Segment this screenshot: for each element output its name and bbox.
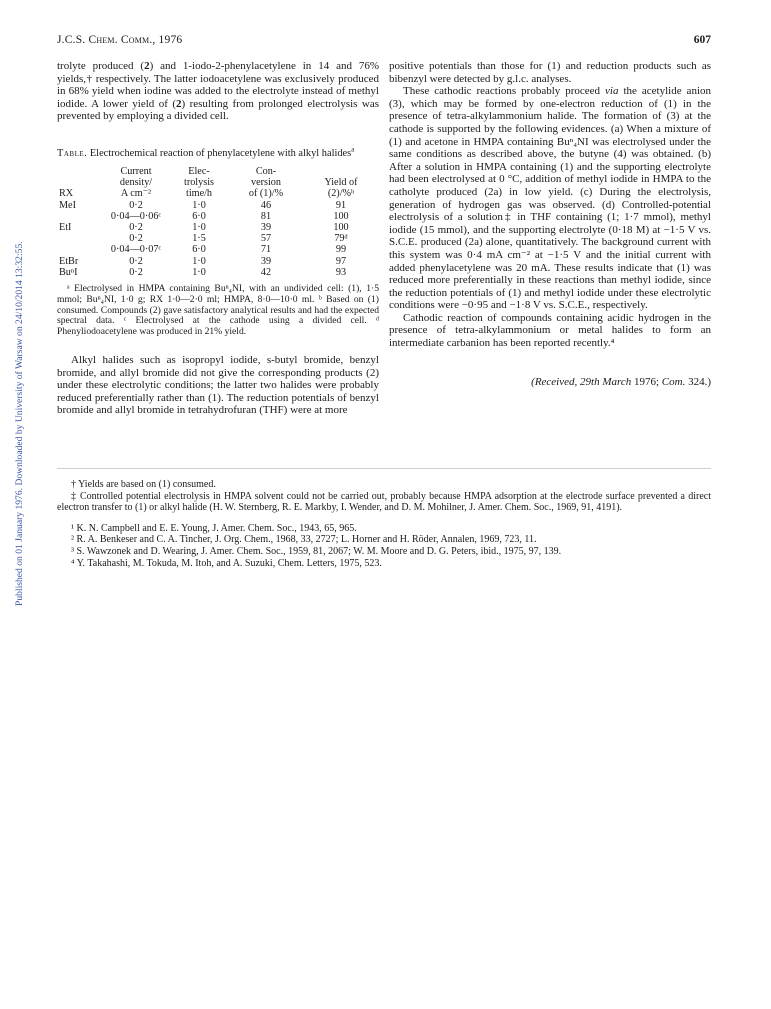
results-table [57,166,379,278]
cell-yield: 100 [333,210,349,222]
th-conv-3: of (1)/% [248,188,284,200]
th-yield-2: Yield of [324,177,358,189]
th-elec-2: trolysis [183,177,214,189]
page-number: 607 [693,34,711,46]
cell-rx: MeI [59,199,76,211]
table-header-row-2 [57,177,379,188]
cell-rx: EtI [59,221,72,233]
cell-current: 0·2 [129,266,143,278]
cell-yield: 99 [335,244,347,256]
th-conv-1: Con- [255,165,277,177]
p2-via: via [605,85,619,98]
cell-time: 1·0 [192,221,206,233]
table-row [57,200,379,211]
footnote-rule [57,468,711,469]
received-date [389,376,711,389]
th-current-3: A cm⁻² [120,188,152,200]
running-header [57,34,711,50]
footnote-ddagger: ‡ Controlled potential electrolysis in HMPA solvent could not be carried out, probably because HMPA adsorption at the electrode surface prevented a direct electron transfer to (1) or alkyl halide (H. W. Sternberg, R. E. Markby, I. Wender, and D. M. Mohilner, J. Amer. Chem. Soc., 1969, 91, 4191). [57,490,711,514]
cell-yield: 97 [335,255,347,267]
th-current-2: density/ [119,177,153,189]
cell-yield: 93 [335,266,347,278]
table-row [57,233,379,244]
cell-time: 1·0 [192,255,206,267]
journal-name [57,34,182,46]
received-c: Com. [661,375,686,388]
cell-conv: 57 [260,233,272,245]
th-rx-2 [57,177,103,188]
p1-text-e: ) resulting from prolonged electrolysis was prevented by employing a divided cell. [57,97,379,123]
table-row [57,222,379,233]
table-notes [57,284,379,338]
th-rx: RX [59,188,74,200]
cell-current: 0·04—0·06ᶜ [110,210,162,222]
left-column [57,60,379,417]
cell-time: 1·0 [192,266,206,278]
cell-rx [57,244,103,255]
received-b: 1976; [631,375,662,388]
cell-time: 1·5 [192,233,206,245]
footnotes [57,479,711,569]
cell-current: 0·04—0·07ᶜ [110,244,162,256]
cell-rx: BuⁿI [59,266,78,278]
footnote-dagger: † Yields are based on (1) consumed. [71,479,216,490]
reference-item: ¹ K. N. Campbell and E. E. Young, J. Amer. Chem. Soc., 1943, 65, 965. [71,522,357,534]
cell-conv: 39 [260,255,272,267]
table-row [57,211,379,222]
table-label: Table. [57,147,88,159]
cell-yield: 91 [335,199,347,211]
p1-text-a: trolyte produced ( [57,60,145,72]
left-paragraph-2: Alkyl halides such as isopropyl iodide, s-butyl bromide, benzyl bromide, and allyl bromide did not give the corresponding products (2) under these electrolytic conditions; the latter two halides were probably reduced preferentially rather than (1). The reduction potentials of benzyl bromide and allyl bromide in tetrahydrofuran (THF) were at more [57,353,379,417]
cell-time: 6·0 [192,244,206,256]
left-lower-text [57,354,379,417]
journal-year: , 1976 [152,34,183,46]
received-d: 324.) [685,375,711,388]
references [57,523,711,569]
th-yield-3: (2)/%ᵇ [327,188,355,200]
reference-item: ⁴ Y. Takahashi, M. Tokuda, M. Itoh, and A. Suzuki, Chem. Letters, 1975, 523. [71,557,382,569]
cell-conv: 71 [260,244,272,256]
table-caption-text: Electrochemical reaction of phenylacetylene with alkyl halides [87,147,352,159]
cell-conv: 46 [260,199,272,211]
cell-current: 0·2 [129,233,143,245]
journal-sc: Chem. Comm. [88,34,153,46]
table-header-row-3 [57,188,379,199]
right-column [389,60,711,388]
p1-compound-2b: 2 [176,97,182,110]
right-paragraph-2 [389,85,711,312]
cell-yield: 79ᵈ [334,233,348,245]
th-rx-1 [57,166,103,177]
cell-conv: 81 [260,210,272,222]
th-yield-1 [303,166,379,177]
reference-item: ² R. A. Benkeser and C. A. Tincher, J. Org. Chem., 1968, 33, 2727; L. Horner and H. Röder, Annalen, 1969, 723, 11. [71,534,537,546]
cell-time: 1·0 [192,199,206,211]
reference-item: ³ S. Wawzonek and D. Wearing, J. Amer. Chem. Soc., 1959, 81, 2067; W. M. Moore and D. G. Peters, ibid., 1975, 97, 139. [71,545,562,557]
journal-prefix: J.C.S. [57,34,89,46]
right-paragraph-1: positive potentials than those for (1) and reduction products such as bibenzyl were detected by g.l.c. analyses. [389,60,711,85]
cell-current: 0·2 [129,255,143,267]
cell-time: 6·0 [192,210,206,222]
cell-current: 0·2 [129,221,143,233]
th-elec-1: Elec- [188,165,210,177]
cell-rx [57,233,103,244]
table-row [57,267,379,278]
table-row [57,256,379,267]
cell-rx: EtBr [59,255,79,267]
th-conv-2: version [251,177,281,189]
cell-yield: 100 [333,221,349,233]
table-row [57,244,379,255]
cell-current: 0·2 [129,199,143,211]
p1-compound-2: 2 [144,60,150,72]
p2-text-b: the acetylide anion (3), which may be formed by one-electron reduction of (1) in the presence of tetra-alkylammonium halide. The formation of (3) at the cathode is supported by the following evidences. (a) When a mixture of (1) and acetone in HMPA containing Buⁿ₄NI was electrolysed under the same conditions as described above, the butyne (4) was obtained. (b) After a solution in HMPA containing (1) and the supporting electrolyte had been electrolysed at 0 °C, addition of methyl iodide in HMPA to the catholyte produced (2a) in low yield. (c) During the electrolysis, generation of hydrogen gas was observed. (d) Controlled-potential electrolysis of a solution‡ in THF containing (1; 1·7 mmol), methyl iodide (15 mmol), and the supporting electrolyte (0·18 M) at −1·5 V vs. S.C.E. produced (2a) alone, quantitatively. The background current with this system was 0·4 mA cm⁻² at −1·5 V and the initial current with added phenylacetylene was 20 mA. These results indicate that (1) was reduced more preferentially in these reactions than methyl iodide, since the reduction potentials of (1) and methyl iodide under these electrolytic conditions were −0·95 and −1·8 V vs. S.C.E., respectively. [389,85,711,312]
table-note: ᵃ Electrolysed in HMPA containing Buⁿ₄NI, with an undivided cell: (1), 1·5 mmol; Buⁿ₄NI, 1·0 g; RX 1·0—2·0 ml; HMPA, 8·0—10·0 ml. ᵇ Based on (1) consumed. Compounds (2) gave satisfactory analytical results and had the expected spectral data. ᶜ Electrolysed at the cathode using a divided cell. ᵈ Phenyliodoacetylene was produced in 21% yield. [57,283,379,338]
right-paragraph-3: Cathodic reaction of compounds containing acidic hydrogen in the presence of tetra-alkylammonium or metal halides to form an intermediate carbanion has been reported recently.⁴ [389,311,711,350]
table-caption [57,145,379,160]
received-a: (Received, 29th March [531,375,632,388]
cell-conv: 42 [260,266,272,278]
download-watermark [0,0,28,620]
table-caption-sup: a [351,145,355,154]
cell-conv: 39 [260,221,272,233]
p2-text-a: These cathodic reactions probably proceed [403,85,606,98]
table-header-row-1 [57,166,379,177]
left-paragraph-1 [57,60,379,123]
th-current-1: Current [120,165,152,177]
th-elec-3: time/h [185,188,213,200]
table-head [57,166,379,200]
table-body [57,200,379,278]
download-watermark-text: Published on 01 January 1976. Downloaded by University of Warsaw on 24/10/2014 13:32:55. [14,241,25,606]
cell-rx [57,211,103,222]
p1-text-c: ) and 1-iodo-2-phenylacetylene in 14 and 76% yields,† respectively. The latter iodoacetylene was exclusively produced in 68% yield when iodine was added to the electrolyte instead of methyl iodide. A lower yield of ( [57,60,379,110]
